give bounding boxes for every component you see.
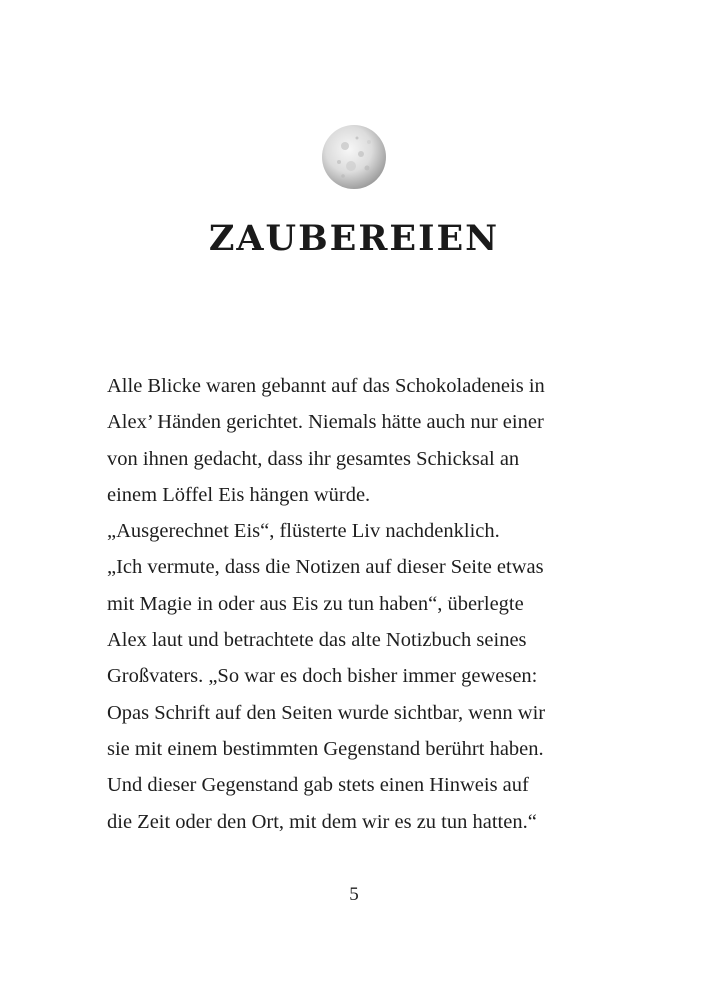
text-line: die Zeit oder den Ort, mit dem wir es zu tun hatten.“ [107,810,537,833]
moon-icon [321,124,387,190]
text-line: Alle Blicke waren gebannt auf das Schokoladeneis in [107,375,545,397]
text-line: „Ausgerechnet Eis“, flüsterte Liv nachdenklich. [107,520,500,543]
text-line: Und dieser Gegenstand gab stets einen Hinweis auf [107,774,529,797]
body-text [107,368,627,840]
text-line: sie mit einem bestimmten Gegenstand berührt haben. [107,737,544,760]
text-line: „Ich vermute, dass die Notizen auf dieser Seite etwas [107,556,544,579]
text-line: Opas Schrift auf den Seiten wurde sichtbar, wenn wir [107,701,546,724]
text-line: einem Löffel Eis hängen würde. [107,483,371,506]
text-line: mit Magie in oder aus Eis zu tun haben“, überlegte [107,592,524,615]
text-line: Großvaters. „So war es doch bisher immer gewesen: [107,665,538,688]
text-line: von ihnen gedacht, dass ihr gesamtes Schicksal an [107,447,520,470]
chapter-title: ZAUBEREIEN [208,218,500,259]
page-number: 5 [349,884,359,905]
text-line: Alex laut und betrachtete das alte Notizbuch seines [107,629,527,652]
text-line: Alex’ Händen gerichtet. Niemals hätte auch nur einer [107,411,544,434]
